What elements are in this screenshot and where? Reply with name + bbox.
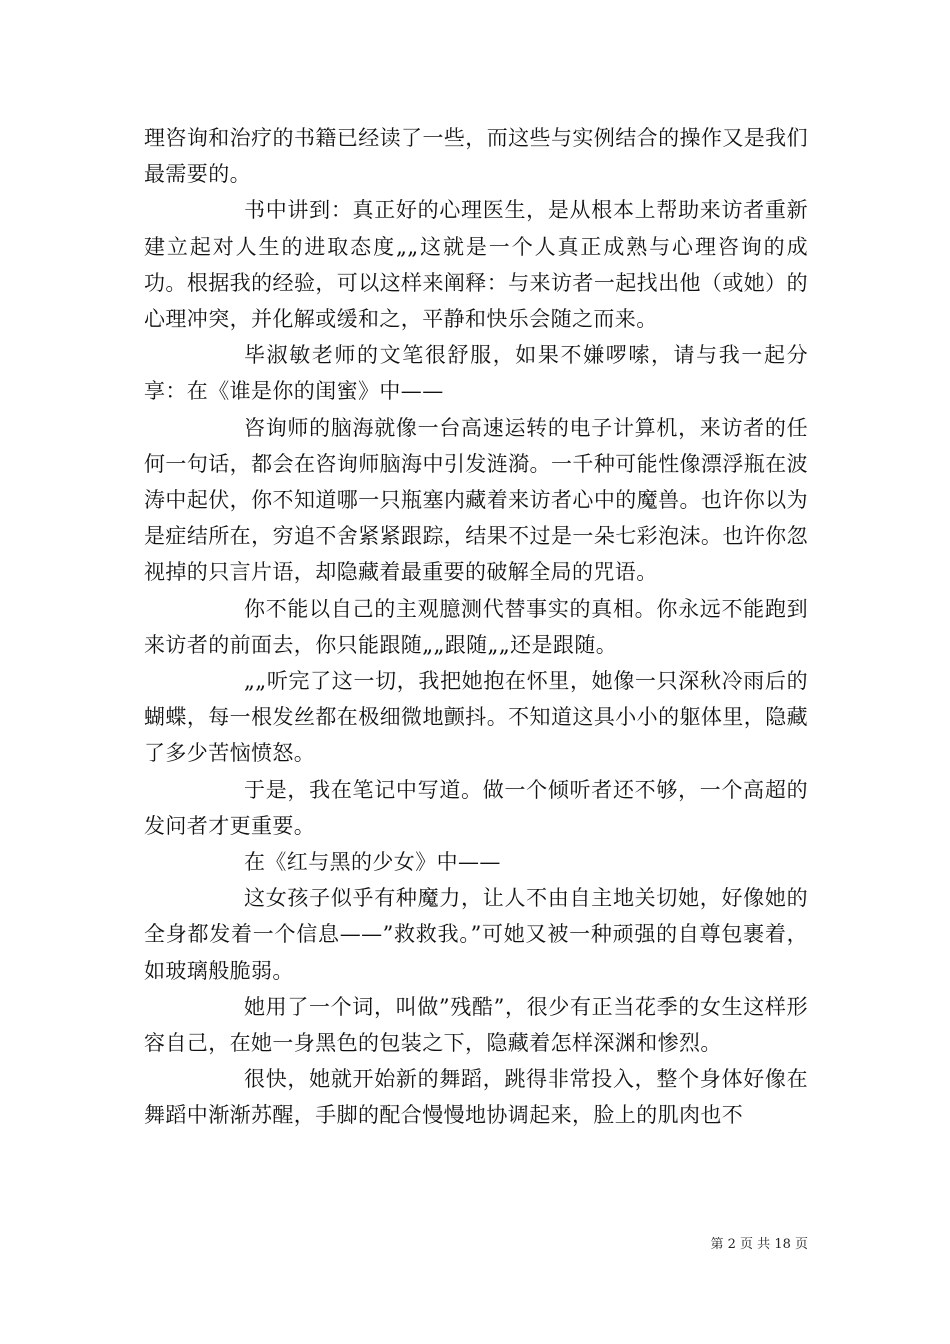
paragraph-1: 理咨询和治疗的书籍已经读了一些，而这些与实例结合的操作又是我们最需要的。	[144, 126, 808, 187]
document-body	[144, 120, 808, 1134]
paragraph-4: 咨询师的脑海就像一台高速运转的电子计算机，来访者的任何一句话，都会在咨询师脑海中引发涟漪。一千种可能性像漂浮瓶在波涛中起伏，你不知道哪一只瓶塞内藏着来访者心中的魔兽。也许你以为是症结所在，穷追不舍紧紧跟踪，结果不过是一朵七彩泡沫。也许你忽视掉的只言片语，却隐藏着最重要的破解全局的咒语。	[144, 415, 808, 585]
paragraph-6: „„听完了这一切，我把她抱在怀里，她像一只深秋冷雨后的蝴蝶，每一根发丝都在极细微地颤抖。不知道这具小小的躯体里，隐藏了多少苦恼愤怒。	[144, 669, 808, 766]
paragraph-3: 毕淑敏老师的文笔很舒服，如果不嫌啰嗦，请与我一起分享：在《谁是你的闺蜜》中——	[144, 343, 808, 404]
paragraph-7: 于是，我在笔记中写道。做一个倾听者还不够，一个高超的发问者才更重要。	[144, 777, 808, 838]
paragraph-10: 她用了一个词，叫做”残酷”，很少有正当花季的女生这样形容自己，在她一身黑色的包装之下，隐藏着怎样深渊和惨烈。	[144, 994, 808, 1056]
paragraph-8: 在《红与黑的少女》中——	[244, 850, 501, 875]
paragraph-9: 这女孩子似乎有种魔力，让人不由自主地关切她，好像她的全身都发着一个信息——”救救我。”可她又被一种顽强的自尊包裹着，如玻璃般脆弱。	[144, 886, 808, 983]
paragraph-5: 你不能以自己的主观臆测代替事实的真相。你永远不能跑到来访者的前面去，你只能跟随„„跟随„„还是跟随。	[144, 596, 808, 657]
page-number-footer: 第 2 页 共 18 页	[710, 1237, 808, 1252]
paragraph-2: 书中讲到：真正好的心理医生，是从根本上帮助来访者重新建立起对人生的进取态度„„这就是一个人真正成熟与心理咨询的成功。根据我的经验，可以这样来阐释：与来访者一起找出他（或她）的心理冲突，并化解或缓和之，平静和快乐会随之而来。	[144, 198, 808, 332]
paragraph-11: 很快，她就开始新的舞蹈，跳得非常投入，整个身体好像在舞蹈中渐渐苏醒，手脚的配合慢慢地协调起来，脸上的肌肉也不	[144, 1067, 808, 1128]
